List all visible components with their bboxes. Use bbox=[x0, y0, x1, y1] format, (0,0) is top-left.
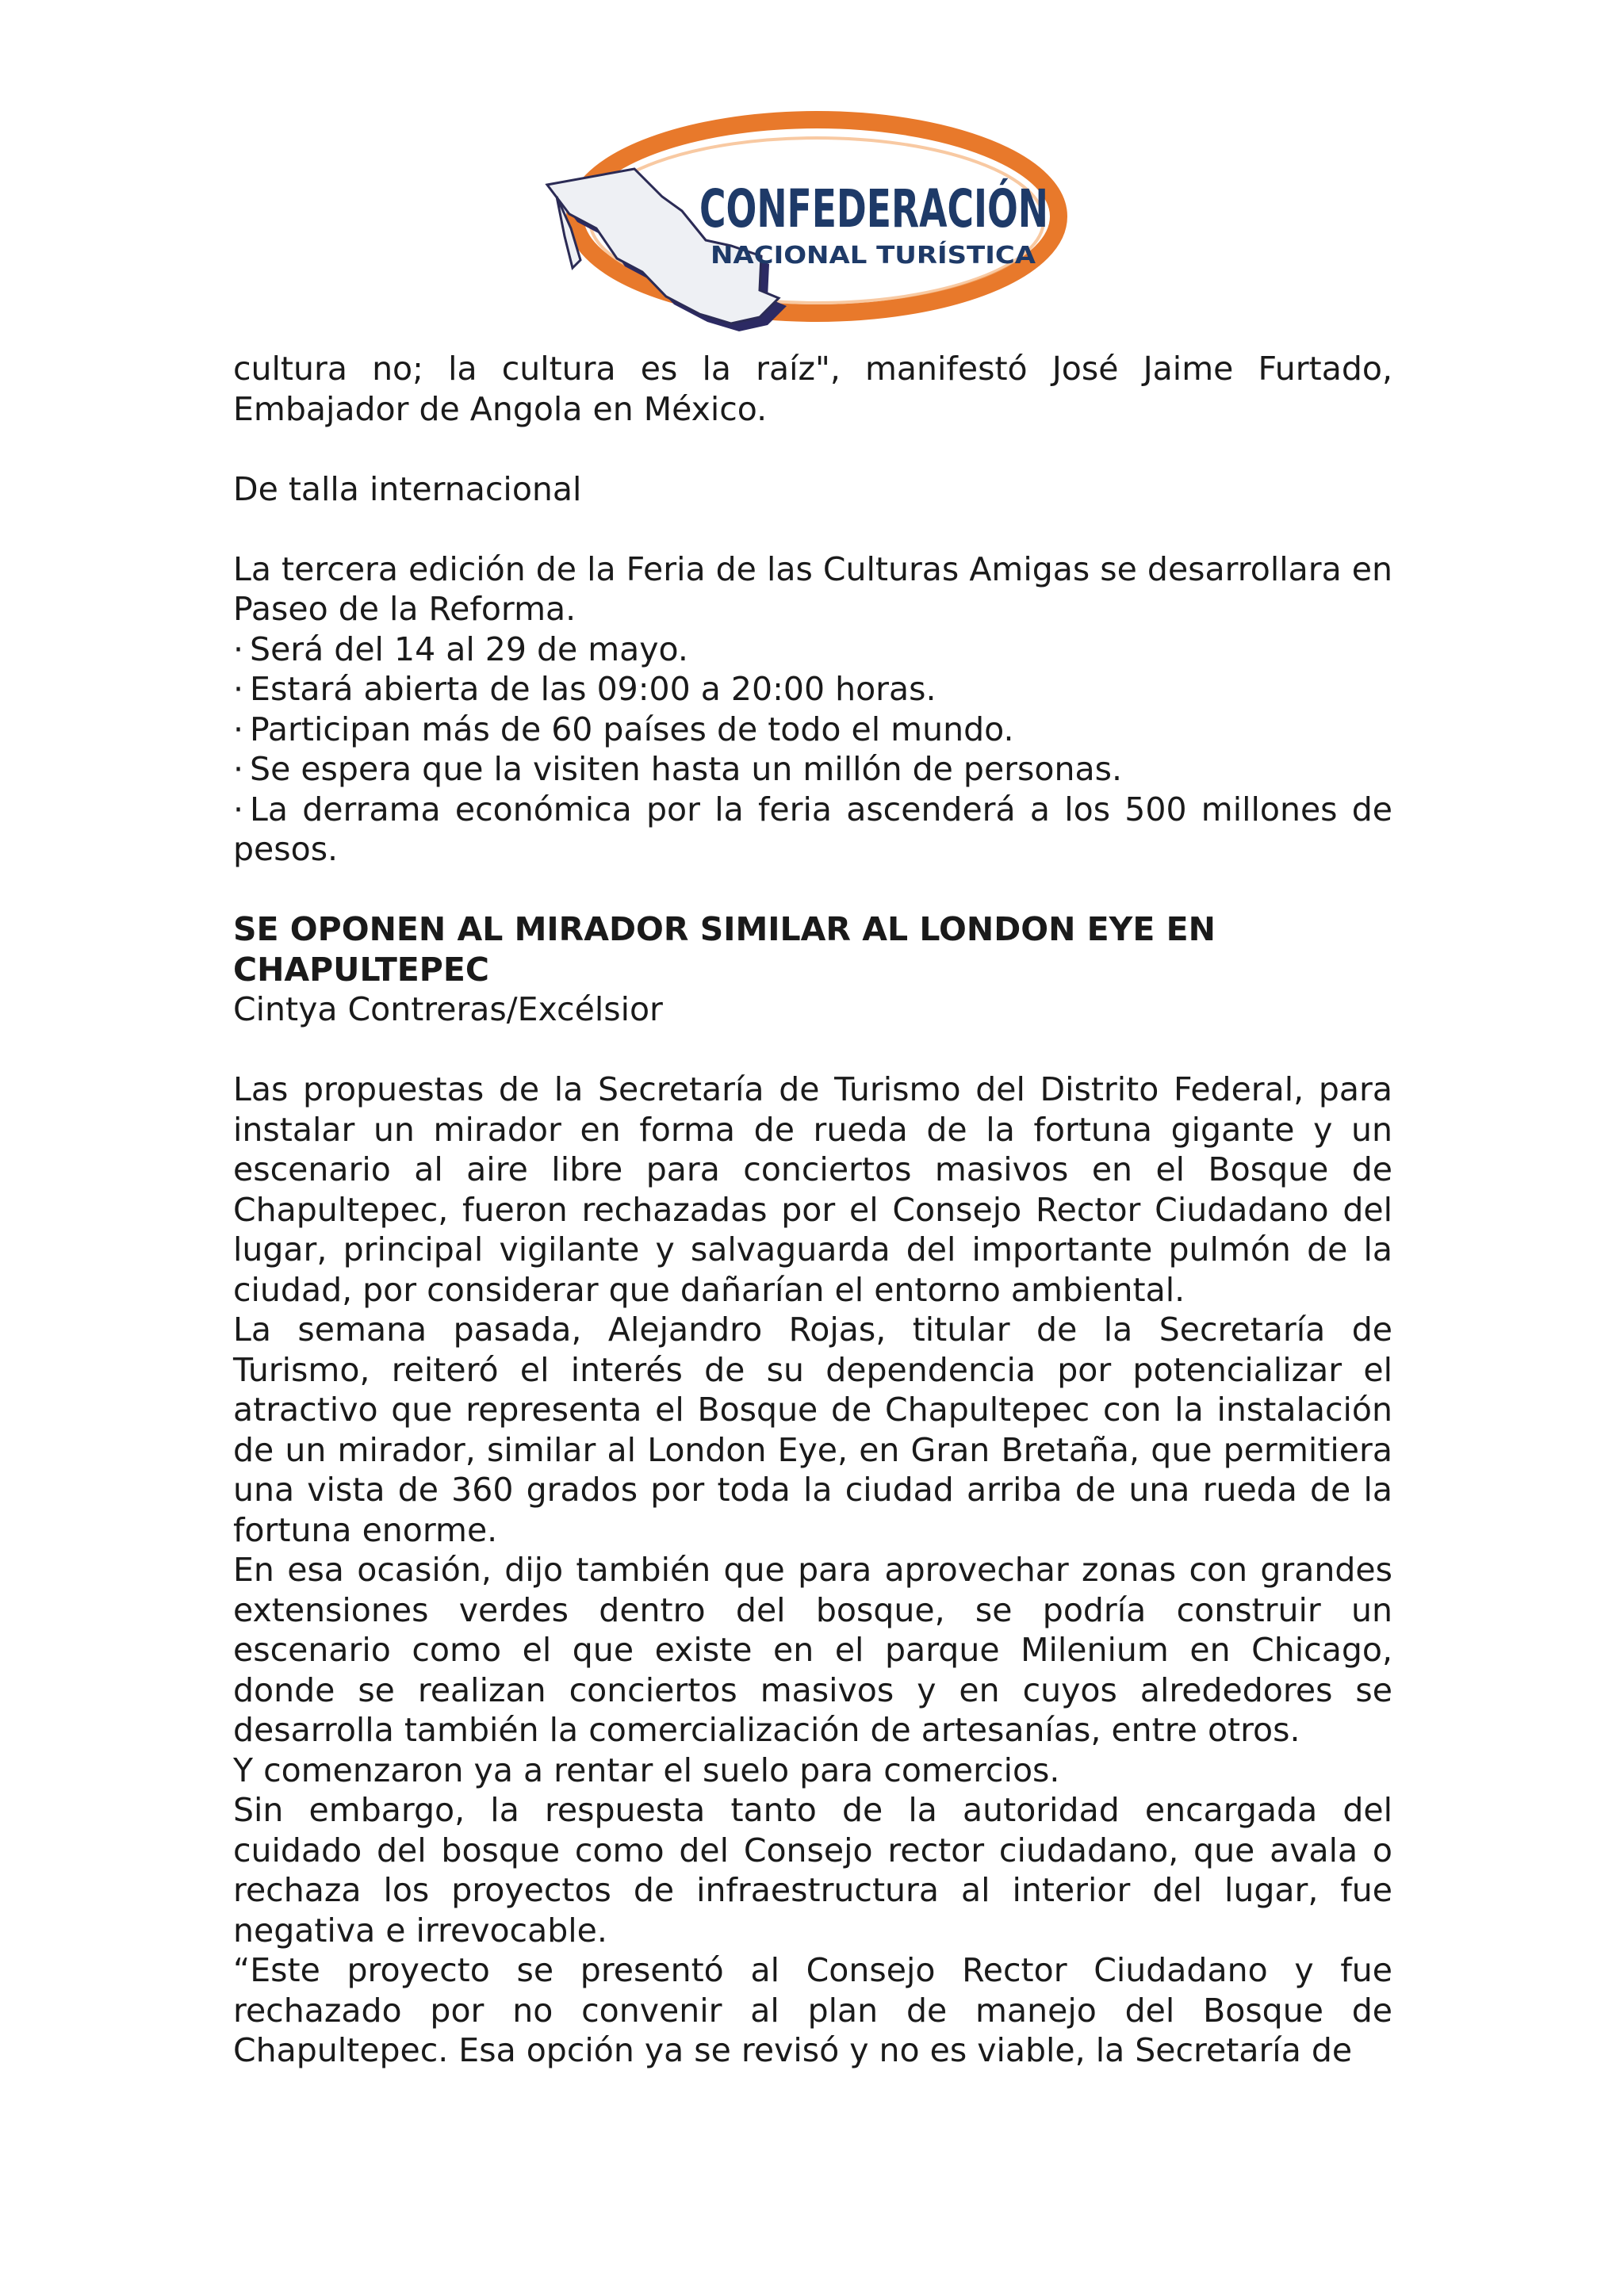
spacer bbox=[233, 429, 1392, 469]
section-subheading: De talla internacional bbox=[233, 469, 582, 508]
bullet-icon: · bbox=[233, 670, 244, 708]
list-item: · Participan más de 60 países de todo el mundo. bbox=[233, 710, 1014, 748]
fair-intro-paragraph: La tercera edición de la Feria de las Culturas Amigas se desarrollara en Paseo de la Reforma. bbox=[233, 549, 1392, 628]
spacer bbox=[233, 1030, 1392, 1070]
article-paragraph: En esa ocasión, dijo también que para aprovechar zonas con grandes extensiones verdes dentro del bosque, se podría construir un escenario como el que existe en el parque Milenium en Chicago, donde se realizan conciertos masivos y en cuyos alrededores se desarrolla también la comercialización de artesanías, entre otros. bbox=[233, 1551, 1392, 1749]
fair-facts-list bbox=[233, 629, 1392, 870]
confederacion-logo bbox=[523, 109, 1071, 347]
article-paragraph: “Este proyecto se presentó al Consejo Rector Ciudadano y fue rechazado por no convenir al plan de manejo del Bosque de Chapultepec. Esa opción ya se revisó y no es viable, la Secretaría de bbox=[233, 1951, 1392, 2069]
document-body bbox=[233, 349, 1392, 2071]
bullet-icon: · bbox=[233, 750, 244, 788]
article-paragraph: La semana pasada, Alejandro Rojas, titular de la Secretaría de Turismo, reiteró el interés de su dependencia por potencializar el atractivo que representa el Bosque de Chapultepec con la instalación de un mirador, similar al London Eye, en Gran Bretaña, que permitiera una vista de 360 grados por toda la ciudad arriba de una rueda de la fortuna enorme. bbox=[233, 1311, 1392, 1549]
list-item: · Estará abierta de las 09:00 a 20:00 horas. bbox=[233, 670, 936, 708]
spacer bbox=[233, 509, 1392, 549]
article-byline: Cintya Contreras/Excélsior bbox=[233, 990, 663, 1028]
bullet-icon: · bbox=[233, 790, 244, 828]
article-paragraph: Sin embargo, la respuesta tanto de la autoridad encargada del cuidado del bosque como del Consejo rector ciudadano, que avala o rechaza los proyectos de infraestructura al interior del lugar, fue negativa e irrevocable. bbox=[233, 1791, 1392, 1950]
list-item: · Se espera que la visiten hasta un millón de personas. bbox=[233, 750, 1122, 788]
spacer bbox=[233, 870, 1392, 910]
logo-graphic bbox=[523, 109, 1071, 347]
logo-title: CONFEDERACIÓN bbox=[699, 178, 1048, 239]
article-paragraph: Las propuestas de la Secretaría de Turismo del Distrito Federal, para instalar un mirador en forma de rueda de la fortuna gigante y un escenario al aire libre para conciertos masivos en el Bosque de Chapultepec, fueron rechazadas por el Consejo Rector Ciudadano del lugar, principal vigilante y salvaguarda del importante pulmón de la ciudad, por considerar que dañarían el entorno ambiental. bbox=[233, 1070, 1392, 1309]
bullet-icon: · bbox=[233, 710, 244, 748]
bullet-icon: · bbox=[233, 629, 244, 668]
intro-quote-paragraph: cultura no; la cultura es la raíz", manifestó José Jaime Furtado, Embajador de Angola en México. bbox=[233, 350, 1392, 428]
list-item: · La derrama económica por la feria ascenderá a los 500 millones de pesos. bbox=[233, 790, 1392, 868]
article-paragraph: Y comenzaron ya a rentar el suelo para comercios. bbox=[233, 1751, 1060, 1789]
list-item: · Será del 14 al 29 de mayo. bbox=[233, 629, 688, 668]
logo-subtitle: NACIONAL TURÍSTICA bbox=[710, 242, 998, 270]
article-headline: SE OPONEN AL MIRADOR SIMILAR AL LONDON EYE EN CHAPULTEPEC bbox=[233, 910, 1216, 989]
